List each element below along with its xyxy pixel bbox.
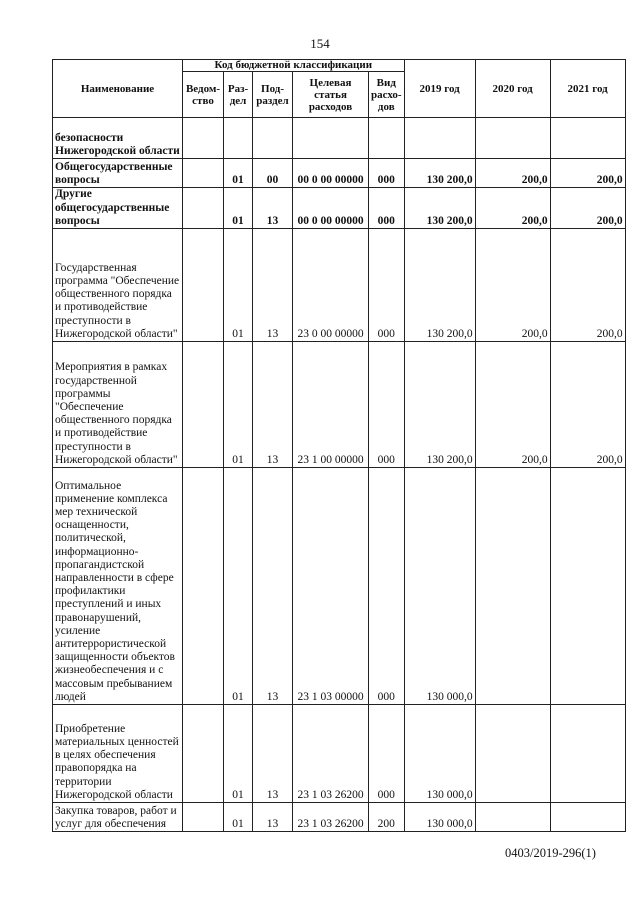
row-name: Оптимальное применение комплекса мер технической оснащенности, политической, информационно-пропагандистской направленности в сфере профилактики преступлений и иных правонарушений, усиление антитеррористической защищенности объектов жизнеобеспечения и с массовым пребыванием людей bbox=[53, 468, 183, 705]
target-article-cell: 00 0 00 00000 bbox=[293, 188, 369, 229]
razdel-cell: 01 bbox=[224, 803, 253, 832]
target-article-cell: 23 0 00 00000 bbox=[293, 229, 369, 342]
amount-2020-cell: 200,0 bbox=[475, 342, 550, 468]
header-2019: 2019 год bbox=[404, 60, 475, 118]
amount-2020-cell: 200,0 bbox=[475, 229, 550, 342]
header-vedomstvo: Ведом-ство bbox=[183, 72, 224, 118]
header-2020: 2020 год bbox=[475, 60, 550, 118]
header-expense-type: Вид расхо-дов bbox=[369, 72, 405, 118]
page-number: 154 bbox=[310, 36, 330, 51]
expense-type-cell: 000 bbox=[369, 188, 405, 229]
budget-table bbox=[52, 59, 626, 832]
amount-2019-cell: 130 000,0 bbox=[404, 705, 475, 803]
amount-2021-cell: 200,0 bbox=[550, 159, 625, 188]
amount-2020-cell: 200,0 bbox=[475, 159, 550, 188]
amount-2019-cell: 130 200,0 bbox=[404, 229, 475, 342]
document-code: 0403/2019-296(1) bbox=[505, 846, 596, 860]
row-name: Мероприятия в рамках государственной программы "Обеспечение общественного порядка и противодействие преступности в Нижегородской области" bbox=[53, 342, 183, 468]
target-article-cell: 23 1 03 26200 bbox=[293, 705, 369, 803]
amount-2019-cell: 130 200,0 bbox=[404, 188, 475, 229]
amount-2020-cell: 200,0 bbox=[475, 188, 550, 229]
amount-2021-cell bbox=[550, 803, 625, 832]
row-name: Приобретение материальных ценностей в целях обеспечения правопорядка на территории Нижегородской области bbox=[53, 705, 183, 803]
table-row bbox=[53, 705, 626, 803]
amount-2021-cell: 200,0 bbox=[550, 229, 625, 342]
expense-type-cell: 000 bbox=[369, 342, 405, 468]
table-row bbox=[53, 188, 626, 229]
amount-2021-cell bbox=[550, 705, 625, 803]
amount-2019-cell: 130 000,0 bbox=[404, 468, 475, 705]
target-article-cell: 23 1 03 00000 bbox=[293, 468, 369, 705]
razdel-cell: 01 bbox=[224, 468, 253, 705]
header-podrazdel: Под-раздел bbox=[253, 72, 293, 118]
target-article-cell: 00 0 00 00000 bbox=[293, 159, 369, 188]
podrazdel-cell: 13 bbox=[253, 803, 293, 832]
amount-2019-cell: 130 000,0 bbox=[404, 803, 475, 832]
razdel-cell: 01 bbox=[224, 159, 253, 188]
podrazdel-cell: 13 bbox=[253, 705, 293, 803]
razdel-cell: 01 bbox=[224, 705, 253, 803]
amount-2020-cell bbox=[475, 468, 550, 705]
podrazdel-cell: 13 bbox=[253, 229, 293, 342]
header-target-article: Целевая статья расходов bbox=[293, 72, 369, 118]
expense-type-cell: 000 bbox=[369, 159, 405, 188]
header-razdel: Раз-дел bbox=[224, 72, 253, 118]
row-name: Закупка товаров, работ и услуг для обеспечения bbox=[53, 803, 183, 832]
razdel-cell: 01 bbox=[224, 229, 253, 342]
table-row bbox=[53, 159, 626, 188]
podrazdel-cell: 00 bbox=[253, 159, 293, 188]
table-row bbox=[53, 468, 626, 705]
row-name: Другие общегосударственные вопросы bbox=[53, 188, 183, 229]
target-article-cell: 23 1 00 00000 bbox=[293, 342, 369, 468]
razdel-cell: 01 bbox=[224, 188, 253, 229]
expense-type-cell: 000 bbox=[369, 229, 405, 342]
header-name: Наименование bbox=[53, 60, 183, 118]
amount-2020-cell bbox=[475, 803, 550, 832]
amount-2020-cell bbox=[475, 705, 550, 803]
amount-2021-cell: 200,0 bbox=[550, 188, 625, 229]
target-article-cell: 23 1 03 26200 bbox=[293, 803, 369, 832]
table-row bbox=[53, 342, 626, 468]
expense-type-cell: 000 bbox=[369, 705, 405, 803]
amount-2021-cell: 200,0 bbox=[550, 342, 625, 468]
header-budget-classification: Код бюджетной классификации bbox=[183, 60, 405, 72]
row-name: безопасности Нижегородской области bbox=[53, 118, 183, 159]
table-row bbox=[53, 229, 626, 342]
amount-2019-cell: 130 200,0 bbox=[404, 342, 475, 468]
expense-type-cell: 000 bbox=[369, 468, 405, 705]
table-row bbox=[53, 118, 626, 159]
row-name: Государственная программа "Обеспечение общественного порядка и противодействие преступности в Нижегородской области" bbox=[53, 229, 183, 342]
amount-2019-cell: 130 200,0 bbox=[404, 159, 475, 188]
podrazdel-cell: 13 bbox=[253, 342, 293, 468]
expense-type-cell: 200 bbox=[369, 803, 405, 832]
header-2021: 2021 год bbox=[550, 60, 625, 118]
amount-2021-cell bbox=[550, 468, 625, 705]
razdel-cell: 01 bbox=[224, 342, 253, 468]
table-row bbox=[53, 803, 626, 832]
podrazdel-cell: 13 bbox=[253, 468, 293, 705]
podrazdel-cell: 13 bbox=[253, 188, 293, 229]
row-name: Общегосударственные вопросы bbox=[53, 159, 183, 188]
